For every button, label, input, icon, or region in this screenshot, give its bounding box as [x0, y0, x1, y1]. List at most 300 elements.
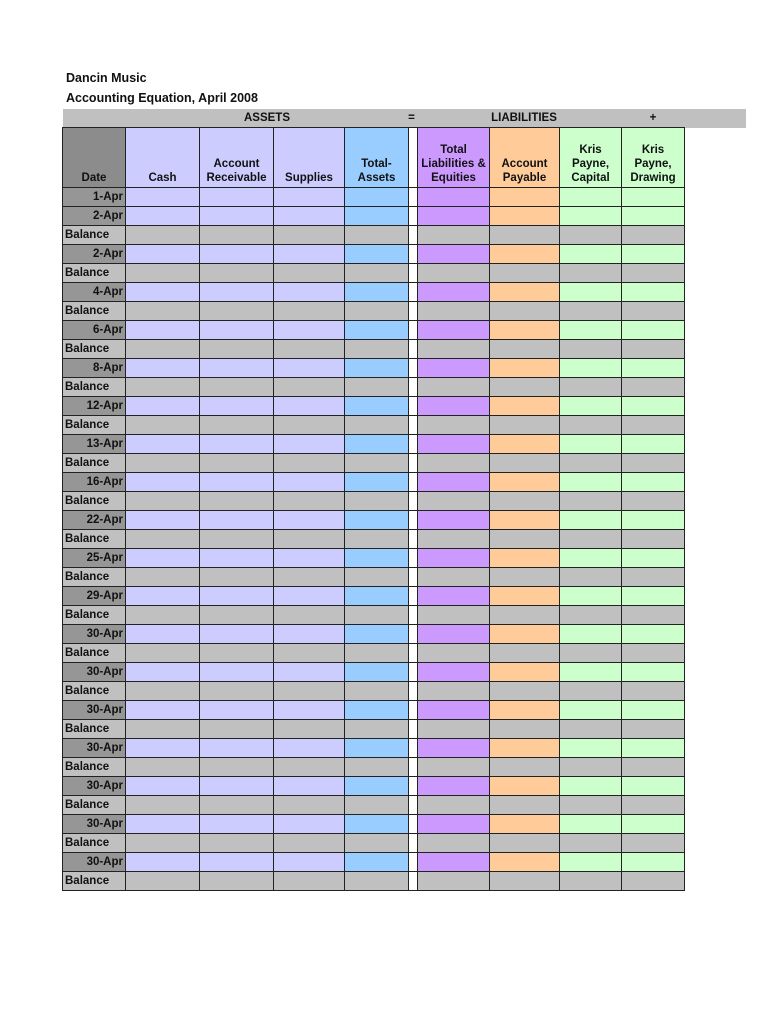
- equals-sign: =: [408, 112, 415, 124]
- capital-cell[interactable]: [560, 207, 622, 226]
- receivable-cell[interactable]: [200, 872, 274, 891]
- receivable-cell[interactable]: [200, 454, 274, 473]
- receivable-cell[interactable]: [200, 606, 274, 625]
- receivable-cell[interactable]: [200, 473, 274, 492]
- drawing-cell[interactable]: [622, 511, 685, 530]
- total-le-cell[interactable]: [418, 682, 490, 701]
- supplies-cell[interactable]: [274, 758, 345, 777]
- payable-cell[interactable]: [490, 378, 560, 397]
- cash-cell[interactable]: [126, 378, 200, 397]
- total-le-cell[interactable]: [418, 302, 490, 321]
- supplies-cell[interactable]: [274, 207, 345, 226]
- supplies-cell[interactable]: [274, 587, 345, 606]
- cash-cell[interactable]: [126, 549, 200, 568]
- drawing-cell[interactable]: [622, 530, 685, 549]
- total-assets-cell[interactable]: [345, 359, 409, 378]
- payable-cell[interactable]: [490, 568, 560, 587]
- capital-cell[interactable]: [560, 397, 622, 416]
- drawing-cell[interactable]: [622, 207, 685, 226]
- receivable-cell[interactable]: [200, 435, 274, 454]
- total-le-cell[interactable]: [418, 359, 490, 378]
- supplies-cell[interactable]: [274, 701, 345, 720]
- supplies-cell[interactable]: [274, 834, 345, 853]
- total-le-cell[interactable]: [418, 568, 490, 587]
- cash-cell[interactable]: [126, 454, 200, 473]
- payable-cell[interactable]: [490, 340, 560, 359]
- receivable-cell[interactable]: [200, 549, 274, 568]
- total-assets-cell[interactable]: [345, 720, 409, 739]
- drawing-cell[interactable]: [622, 549, 685, 568]
- cash-cell[interactable]: [126, 777, 200, 796]
- total-assets-cell[interactable]: [345, 416, 409, 435]
- capital-cell[interactable]: [560, 701, 622, 720]
- drawing-cell[interactable]: [622, 378, 685, 397]
- total-le-cell[interactable]: [418, 853, 490, 872]
- payable-cell[interactable]: [490, 853, 560, 872]
- drawing-cell[interactable]: [622, 188, 685, 207]
- cash-cell[interactable]: [126, 663, 200, 682]
- total-le-cell[interactable]: [418, 834, 490, 853]
- drawing-cell[interactable]: [622, 492, 685, 511]
- cash-cell[interactable]: [126, 321, 200, 340]
- total-assets-cell[interactable]: [345, 530, 409, 549]
- supplies-cell[interactable]: [274, 302, 345, 321]
- receivable-cell[interactable]: [200, 720, 274, 739]
- capital-cell[interactable]: [560, 530, 622, 549]
- total-le-cell[interactable]: [418, 606, 490, 625]
- capital-cell[interactable]: [560, 682, 622, 701]
- payable-cell[interactable]: [490, 644, 560, 663]
- capital-cell[interactable]: [560, 872, 622, 891]
- cash-cell[interactable]: [126, 397, 200, 416]
- receivable-cell[interactable]: [200, 815, 274, 834]
- total-le-cell[interactable]: [418, 207, 490, 226]
- drawing-cell[interactable]: [622, 226, 685, 245]
- payable-cell[interactable]: [490, 435, 560, 454]
- capital-cell[interactable]: [560, 302, 622, 321]
- total-assets-cell[interactable]: [345, 454, 409, 473]
- supplies-cell[interactable]: [274, 663, 345, 682]
- payable-cell[interactable]: [490, 321, 560, 340]
- total-le-cell[interactable]: [418, 758, 490, 777]
- total-le-cell[interactable]: [418, 264, 490, 283]
- capital-cell[interactable]: [560, 511, 622, 530]
- total-assets-cell[interactable]: [345, 435, 409, 454]
- receivable-cell[interactable]: [200, 340, 274, 359]
- total-assets-cell[interactable]: [345, 283, 409, 302]
- supplies-cell[interactable]: [274, 530, 345, 549]
- total-le-cell[interactable]: [418, 587, 490, 606]
- capital-cell[interactable]: [560, 644, 622, 663]
- receivable-cell[interactable]: [200, 397, 274, 416]
- total-assets-cell[interactable]: [345, 492, 409, 511]
- supplies-cell[interactable]: [274, 416, 345, 435]
- supplies-cell[interactable]: [274, 340, 345, 359]
- receivable-cell[interactable]: [200, 245, 274, 264]
- capital-cell[interactable]: [560, 492, 622, 511]
- cash-cell[interactable]: [126, 530, 200, 549]
- cash-cell[interactable]: [126, 245, 200, 264]
- drawing-cell[interactable]: [622, 264, 685, 283]
- supplies-cell[interactable]: [274, 492, 345, 511]
- supplies-cell[interactable]: [274, 549, 345, 568]
- drawing-cell[interactable]: [622, 701, 685, 720]
- cash-cell[interactable]: [126, 796, 200, 815]
- total-le-cell[interactable]: [418, 777, 490, 796]
- payable-cell[interactable]: [490, 473, 560, 492]
- receivable-cell[interactable]: [200, 530, 274, 549]
- drawing-cell[interactable]: [622, 435, 685, 454]
- total-assets-cell[interactable]: [345, 777, 409, 796]
- drawing-cell[interactable]: [622, 568, 685, 587]
- total-assets-cell[interactable]: [345, 606, 409, 625]
- cash-cell[interactable]: [126, 264, 200, 283]
- capital-cell[interactable]: [560, 568, 622, 587]
- capital-cell[interactable]: [560, 340, 622, 359]
- supplies-cell[interactable]: [274, 777, 345, 796]
- receivable-cell[interactable]: [200, 492, 274, 511]
- drawing-cell[interactable]: [622, 720, 685, 739]
- cash-cell[interactable]: [126, 435, 200, 454]
- capital-cell[interactable]: [560, 663, 622, 682]
- capital-cell[interactable]: [560, 587, 622, 606]
- supplies-cell[interactable]: [274, 625, 345, 644]
- payable-cell[interactable]: [490, 701, 560, 720]
- capital-cell[interactable]: [560, 188, 622, 207]
- total-le-cell[interactable]: [418, 720, 490, 739]
- supplies-cell[interactable]: [274, 644, 345, 663]
- supplies-cell[interactable]: [274, 245, 345, 264]
- total-le-cell[interactable]: [418, 815, 490, 834]
- transaction-row: [63, 701, 685, 720]
- total-le-cell[interactable]: [418, 340, 490, 359]
- capital-cell[interactable]: [560, 739, 622, 758]
- cash-cell[interactable]: [126, 416, 200, 435]
- supplies-cell[interactable]: [274, 682, 345, 701]
- capital-cell[interactable]: [560, 834, 622, 853]
- payable-cell[interactable]: [490, 264, 560, 283]
- total-le-cell[interactable]: [418, 245, 490, 264]
- cash-cell[interactable]: [126, 701, 200, 720]
- receivable-cell[interactable]: [200, 796, 274, 815]
- cash-cell[interactable]: [126, 511, 200, 530]
- capital-cell[interactable]: [560, 245, 622, 264]
- supplies-cell[interactable]: [274, 283, 345, 302]
- capital-cell[interactable]: [560, 359, 622, 378]
- capital-cell[interactable]: [560, 815, 622, 834]
- receivable-cell[interactable]: [200, 188, 274, 207]
- total-assets-cell[interactable]: [345, 245, 409, 264]
- total-assets-cell[interactable]: [345, 397, 409, 416]
- total-le-cell[interactable]: [418, 625, 490, 644]
- capital-cell[interactable]: [560, 264, 622, 283]
- drawing-cell[interactable]: [622, 625, 685, 644]
- receivable-cell[interactable]: [200, 758, 274, 777]
- capital-cell[interactable]: [560, 416, 622, 435]
- receivable-cell[interactable]: [200, 511, 274, 530]
- receivable-cell[interactable]: [200, 777, 274, 796]
- drawing-cell[interactable]: [622, 587, 685, 606]
- supplies-cell[interactable]: [274, 872, 345, 891]
- capital-cell[interactable]: [560, 796, 622, 815]
- capital-cell[interactable]: [560, 321, 622, 340]
- total-le-cell[interactable]: [418, 530, 490, 549]
- total-assets-cell[interactable]: [345, 302, 409, 321]
- cash-cell[interactable]: [126, 644, 200, 663]
- drawing-cell[interactable]: [622, 321, 685, 340]
- supplies-cell[interactable]: [274, 739, 345, 758]
- cash-cell[interactable]: [126, 606, 200, 625]
- receivable-cell[interactable]: [200, 321, 274, 340]
- payable-cell[interactable]: [490, 454, 560, 473]
- total-le-cell[interactable]: [418, 473, 490, 492]
- total-assets-cell[interactable]: [345, 321, 409, 340]
- drawing-cell[interactable]: [622, 340, 685, 359]
- cash-cell[interactable]: [126, 188, 200, 207]
- total-le-cell[interactable]: [418, 321, 490, 340]
- total-le-cell[interactable]: [418, 549, 490, 568]
- receivable-cell[interactable]: [200, 378, 274, 397]
- drawing-cell[interactable]: [622, 245, 685, 264]
- total-assets-cell[interactable]: [345, 587, 409, 606]
- cash-cell[interactable]: [126, 283, 200, 302]
- capital-cell[interactable]: [560, 853, 622, 872]
- supplies-cell[interactable]: [274, 321, 345, 340]
- capital-cell[interactable]: [560, 549, 622, 568]
- payable-cell[interactable]: [490, 796, 560, 815]
- cash-cell[interactable]: [126, 739, 200, 758]
- payable-cell[interactable]: [490, 625, 560, 644]
- drawing-cell[interactable]: [622, 777, 685, 796]
- drawing-cell[interactable]: [622, 473, 685, 492]
- capital-cell[interactable]: [560, 454, 622, 473]
- receivable-cell[interactable]: [200, 302, 274, 321]
- drawing-cell[interactable]: [622, 663, 685, 682]
- total-assets-cell[interactable]: [345, 226, 409, 245]
- receivable-cell[interactable]: [200, 682, 274, 701]
- total-assets-cell[interactable]: [345, 701, 409, 720]
- spacer-cell: [409, 853, 418, 872]
- payable-cell[interactable]: [490, 302, 560, 321]
- supplies-cell[interactable]: [274, 378, 345, 397]
- cash-cell[interactable]: [126, 815, 200, 834]
- capital-cell[interactable]: [560, 473, 622, 492]
- drawing-cell[interactable]: [622, 815, 685, 834]
- total-le-cell[interactable]: [418, 701, 490, 720]
- total-assets-cell[interactable]: [345, 473, 409, 492]
- cash-cell[interactable]: [126, 587, 200, 606]
- total-assets-cell[interactable]: [345, 663, 409, 682]
- supplies-cell[interactable]: [274, 511, 345, 530]
- supplies-cell[interactable]: [274, 606, 345, 625]
- total-assets-cell[interactable]: [345, 682, 409, 701]
- total-assets-cell[interactable]: [345, 568, 409, 587]
- cash-cell[interactable]: [126, 302, 200, 321]
- supplies-cell[interactable]: [274, 226, 345, 245]
- total-assets-cell[interactable]: [345, 625, 409, 644]
- receivable-cell[interactable]: [200, 644, 274, 663]
- total-assets-cell[interactable]: [345, 549, 409, 568]
- drawing-cell[interactable]: [622, 834, 685, 853]
- total-le-cell[interactable]: [418, 796, 490, 815]
- supplies-cell[interactable]: [274, 815, 345, 834]
- capital-cell[interactable]: [560, 283, 622, 302]
- payable-cell[interactable]: [490, 492, 560, 511]
- total-le-cell[interactable]: [418, 283, 490, 302]
- drawing-cell[interactable]: [622, 416, 685, 435]
- supplies-cell[interactable]: [274, 188, 345, 207]
- drawing-cell[interactable]: [622, 397, 685, 416]
- cash-cell[interactable]: [126, 340, 200, 359]
- total-assets-cell[interactable]: [345, 815, 409, 834]
- cash-cell[interactable]: [126, 853, 200, 872]
- supplies-cell[interactable]: [274, 796, 345, 815]
- drawing-cell[interactable]: [622, 302, 685, 321]
- cash-cell[interactable]: [126, 720, 200, 739]
- payable-cell[interactable]: [490, 188, 560, 207]
- receivable-cell[interactable]: [200, 568, 274, 587]
- capital-cell[interactable]: [560, 758, 622, 777]
- payable-cell[interactable]: [490, 511, 560, 530]
- receivable-cell[interactable]: [200, 207, 274, 226]
- total-assets-cell[interactable]: [345, 872, 409, 891]
- supplies-cell[interactable]: [274, 720, 345, 739]
- total-le-cell[interactable]: [418, 435, 490, 454]
- total-le-cell[interactable]: [418, 663, 490, 682]
- drawing-cell[interactable]: [622, 644, 685, 663]
- total-assets-cell[interactable]: [345, 264, 409, 283]
- total-assets-cell[interactable]: [345, 796, 409, 815]
- drawing-cell[interactable]: [622, 853, 685, 872]
- cash-cell[interactable]: [126, 872, 200, 891]
- supplies-cell[interactable]: [274, 435, 345, 454]
- receivable-cell[interactable]: [200, 739, 274, 758]
- receivable-cell[interactable]: [200, 701, 274, 720]
- supplies-cell[interactable]: [274, 397, 345, 416]
- receivable-cell[interactable]: [200, 283, 274, 302]
- cash-cell[interactable]: [126, 625, 200, 644]
- drawing-cell[interactable]: [622, 454, 685, 473]
- total-assets-cell[interactable]: [345, 758, 409, 777]
- payable-cell[interactable]: [490, 283, 560, 302]
- cash-cell[interactable]: [126, 359, 200, 378]
- receivable-cell[interactable]: [200, 359, 274, 378]
- payable-cell[interactable]: [490, 682, 560, 701]
- receivable-cell[interactable]: [200, 226, 274, 245]
- payable-cell[interactable]: [490, 226, 560, 245]
- payable-cell[interactable]: [490, 587, 560, 606]
- drawing-cell[interactable]: [622, 606, 685, 625]
- capital-cell[interactable]: [560, 777, 622, 796]
- receivable-cell[interactable]: [200, 834, 274, 853]
- receivable-cell[interactable]: [200, 663, 274, 682]
- total-le-cell[interactable]: [418, 188, 490, 207]
- capital-cell[interactable]: [560, 378, 622, 397]
- drawing-cell[interactable]: [622, 739, 685, 758]
- payable-cell[interactable]: [490, 207, 560, 226]
- capital-cell[interactable]: [560, 606, 622, 625]
- total-le-cell[interactable]: [418, 226, 490, 245]
- receivable-cell[interactable]: [200, 264, 274, 283]
- cash-cell[interactable]: [126, 682, 200, 701]
- row-label-cell: 13-Apr: [63, 435, 126, 454]
- total-le-cell[interactable]: [418, 492, 490, 511]
- total-assets-cell[interactable]: [345, 188, 409, 207]
- payable-cell[interactable]: [490, 720, 560, 739]
- cash-cell[interactable]: [126, 492, 200, 511]
- total-assets-cell[interactable]: [345, 511, 409, 530]
- capital-cell[interactable]: [560, 435, 622, 454]
- cash-cell[interactable]: [126, 568, 200, 587]
- payable-cell[interactable]: [490, 416, 560, 435]
- total-le-cell[interactable]: [418, 872, 490, 891]
- receivable-cell[interactable]: [200, 587, 274, 606]
- drawing-cell[interactable]: [622, 758, 685, 777]
- supplies-cell[interactable]: [274, 473, 345, 492]
- supplies-cell[interactable]: [274, 264, 345, 283]
- receivable-cell[interactable]: [200, 416, 274, 435]
- payable-cell[interactable]: [490, 834, 560, 853]
- supplies-cell[interactable]: [274, 568, 345, 587]
- supplies-cell[interactable]: [274, 359, 345, 378]
- total-le-cell[interactable]: [418, 416, 490, 435]
- cash-cell[interactable]: [126, 758, 200, 777]
- payable-cell[interactable]: [490, 359, 560, 378]
- payable-cell[interactable]: [490, 530, 560, 549]
- capital-cell[interactable]: [560, 720, 622, 739]
- cash-cell[interactable]: [126, 834, 200, 853]
- payable-cell[interactable]: [490, 739, 560, 758]
- total-assets-cell[interactable]: [345, 207, 409, 226]
- total-le-cell[interactable]: [418, 397, 490, 416]
- capital-cell[interactable]: [560, 226, 622, 245]
- payable-cell[interactable]: [490, 663, 560, 682]
- total-assets-cell[interactable]: [345, 644, 409, 663]
- payable-cell[interactable]: [490, 815, 560, 834]
- drawing-cell[interactable]: [622, 359, 685, 378]
- payable-cell[interactable]: [490, 397, 560, 416]
- cash-cell[interactable]: [126, 473, 200, 492]
- capital-cell[interactable]: [560, 625, 622, 644]
- payable-cell[interactable]: [490, 758, 560, 777]
- payable-cell[interactable]: [490, 549, 560, 568]
- cash-cell[interactable]: [126, 226, 200, 245]
- drawing-cell[interactable]: [622, 283, 685, 302]
- total-assets-cell[interactable]: [345, 378, 409, 397]
- total-le-cell[interactable]: [418, 378, 490, 397]
- drawing-cell[interactable]: [622, 796, 685, 815]
- total-assets-cell[interactable]: [345, 834, 409, 853]
- total-assets-cell[interactable]: [345, 340, 409, 359]
- drawing-cell[interactable]: [622, 872, 685, 891]
- cash-cell[interactable]: [126, 207, 200, 226]
- supplies-cell[interactable]: [274, 853, 345, 872]
- payable-cell[interactable]: [490, 872, 560, 891]
- total-le-cell[interactable]: [418, 739, 490, 758]
- drawing-cell[interactable]: [622, 682, 685, 701]
- total-le-cell[interactable]: [418, 511, 490, 530]
- payable-cell[interactable]: [490, 777, 560, 796]
- payable-cell[interactable]: [490, 245, 560, 264]
- receivable-cell[interactable]: [200, 853, 274, 872]
- total-le-cell[interactable]: [418, 454, 490, 473]
- total-assets-cell[interactable]: [345, 853, 409, 872]
- total-le-cell[interactable]: [418, 644, 490, 663]
- supplies-cell[interactable]: [274, 454, 345, 473]
- receivable-cell[interactable]: [200, 625, 274, 644]
- total-assets-cell[interactable]: [345, 739, 409, 758]
- payable-cell[interactable]: [490, 606, 560, 625]
